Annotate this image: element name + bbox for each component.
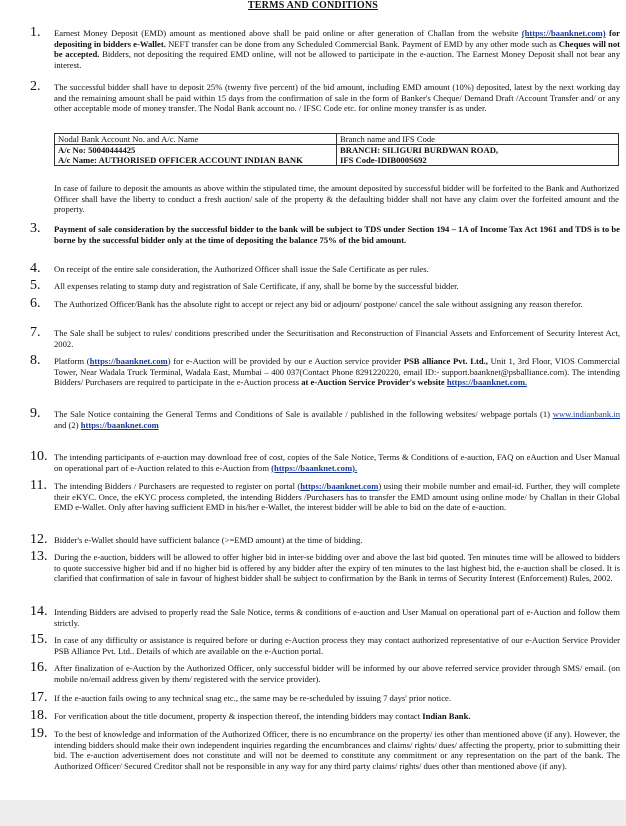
clause-number: 12.: [30, 532, 48, 547]
clause-text-run: After finalization of e-Auction by the Authorized Officer, only successful bidder will be informed by our above referred service provider through SMS/ email. (on mobile no/email address given by them/ registered with the service provider).: [54, 663, 620, 684]
table-header-account: Nodal Bank Account No. and A/c. Name: [55, 134, 337, 145]
url-link[interactable]: https://baanknet.com.: [446, 377, 528, 388]
clause-text: [54, 328, 620, 349]
bold-text: Cheques will not be accepted.: [54, 38, 620, 60]
clause-text-run: Unit 1, 3rd Floor, VIOS Commercial Tower, Near Wadala Truck Terminal, Wadala East, Mumbai – 400 037(Contact Phone 8291220220, email ID:- support.baanknet@psballiance.com). The intending Bidders/ Purchasers are required to participate in the e-Auction process: [54, 356, 620, 388]
clause-text-run: The Sale Notice containing the General Terms and Conditions of Sale is available / published in the following websites/ webpage portals (1): [54, 409, 553, 419]
clause-number: 6.: [30, 296, 41, 311]
clause-text-run: The Sale shall be subject to rules/ conditions prescribed under the Securitisation and Reconstruction of Financial Assets and Enforcement of Security Interest Act, 2002.: [54, 328, 620, 349]
clause-number: 15.: [30, 632, 48, 647]
clause-text: [54, 356, 620, 388]
clause-number: 9.: [30, 406, 41, 421]
bold-text: at e-Auction Service Provider's website: [301, 377, 447, 388]
clause-text: [54, 535, 620, 546]
url-link[interactable]: https://baanknet.com: [300, 481, 379, 491]
clause-text-run: Earnest Money Deposit (EMD) amount as mentioned above shall be paid online or after generation of Challan from the website: [54, 28, 522, 38]
clause-text-run: The Authorized Officer/Bank has the absolute right to accept or reject any bid or adjourn/ postpone/ cancel the sale without assigning any reason therefor.: [54, 299, 583, 309]
url-link[interactable]: (https://baanknet.com): [521, 28, 606, 38]
clause-text-run: Intending Bidders are advised to properly read the Sale Notice, terms & conditions of e-auction and User Manual on operational part of e-Auction and follow them strictly.: [54, 607, 620, 628]
clause-text-run: The intending Bidders / Purchasers are requested to register on portal (: [54, 481, 301, 491]
clause-text-run: ) for e-Auction will be provided by our e Auction service provider: [167, 356, 404, 366]
clause-text-run: NEFT transfer can be done from any Scheduled Commercial Bank. Payment of EMD by any other mode such as: [165, 38, 559, 49]
clause-text-run: and (2): [54, 419, 81, 430]
clause-text: [54, 693, 620, 704]
url-link[interactable]: https://baanknet.com: [80, 419, 159, 430]
clause-text-run: All expenses relating to stamp duty and registration of Sale Certificate, if any, shall be borne by the successful bidder.: [54, 281, 459, 291]
clause-number: 1.: [30, 25, 41, 40]
clause-text: [54, 281, 620, 292]
clause-number: 16.: [30, 660, 48, 675]
ifs-code: IFS Code-IDIB000S692: [340, 155, 427, 165]
clause-number: 17.: [30, 690, 48, 705]
clause-text: [54, 264, 620, 275]
account-number: A/c No: 50040444425: [58, 145, 136, 155]
account-name: A/c Name: AUTHORISED OFFICER ACCOUNT INDIAN BANK: [58, 155, 303, 165]
clause-number: 18.: [30, 708, 48, 723]
clause-number: 14.: [30, 604, 48, 619]
clause-text-run: Bidders, not depositing the required EMD online, will not be allowed to participate in the e-auction. The Earnest Money Deposit shall not bear any interest.: [54, 49, 620, 70]
clause-text: [54, 635, 620, 656]
clause-number: 4.: [30, 261, 41, 276]
clause-text: [54, 729, 620, 771]
clause-text: [54, 28, 620, 70]
clause-text-run: ) using their mobile number and email-id. Further, they will complete their eKYC. Once, the eKYC process completed, the intending Bidders /Purchasers has to transfer the EMD amount using online mode/ by Challan in their Global EMD e-Wallet. Only after having sufficient EMD in his/her e-Wallet, the interest bidder will be able to bid on the date of e-auction.: [54, 481, 620, 513]
clause-text-run: The intending participants of e-auction may download free of cost, copies of the Sale Notice, Terms & Conditions of e-auction, FAQ on eAuction and User Manual on operational part of e-Auction related to this e-Auction from: [54, 452, 620, 473]
clause-text-run: The successful bidder shall have to deposit 25% (twenty five percent) of the bid amount, including EMD amount (10%) deposited, latest by the next working day and the remaining amount shall be paid within 15 days from the confirmation of sale in the form of Banker's Cheque/ Demand Draft /Account Transfer and/ or any other acceptable mode of money transfer. The Nodal Bank account no. / IFSC Code etc. for online money transfer is as under.: [54, 82, 620, 114]
clause-text: [54, 409, 620, 430]
clause-text-run: In case of any difficulty or assistance is required before or during e-Auction process they may contact authorized representative of our e-Auction Service Provider PSB Alliance Pvt. Ltd.. Details of which are available on the e-Auction portal.: [54, 635, 620, 656]
bold-text: for depositing in bidders e-Wallet.: [54, 28, 620, 49]
branch-name: BRANCH: SILIGURI BURDWAN ROAD,: [340, 145, 499, 155]
clause-text: [54, 481, 620, 513]
clause-text-run: Platform (: [54, 356, 90, 366]
clause-text: [54, 552, 620, 584]
nodal-bank-table: [54, 133, 619, 166]
clause-text-run: Bidder's e-Wallet should have sufficient balance (>=EMD amount) at the time of bidding.: [54, 535, 363, 545]
clause-number: 2.: [30, 79, 41, 94]
page-bottom-bar: [0, 800, 626, 826]
clause-text: [54, 663, 620, 684]
clause-number: 11.: [30, 478, 47, 493]
branch-cell: [337, 145, 619, 166]
clause-text-run: For verification about the title document, property & inspection thereof, the intending bidders may contact: [54, 711, 423, 721]
account-cell: [55, 145, 337, 166]
clause-text: [54, 299, 620, 310]
clause-text: [54, 224, 620, 245]
clause-number: 10.: [30, 449, 48, 464]
url-link[interactable]: (https://baanknet.com).: [271, 462, 358, 473]
clause-text-run: On receipt of the entire sale consideration, the Authorized Officer shall issue the Sale Certificate as per rules.: [54, 264, 429, 274]
bold-text: Payment of sale consideration by the successful bidder to the bank will be subject to TDS under Section 194 – 1A of Income Tax Act 1961 and TDS is to be borne by the successful bidder only at the time of depositing the balance 75% of the bid amount.: [54, 224, 620, 245]
clause-number: 13.: [30, 549, 48, 564]
clause-text-run: During the e-auction, bidders will be allowed to offer higher bid in inter-se bidding over and above the last bid quoted. Ten minutes time will be allowed to bidders to quote successive higher bid and if no higher bid is offered by any bidder after the expiry of ten minutes to the last highest bid, the e-auction shall be closed. It is clarified that confirmation of sale in favour of highest bidder shall be subject to confirmation by the Bank in terms of Security Interest (Enforcement) Rules, 2002.: [54, 552, 620, 584]
url-link[interactable]: www.indianbank.in: [552, 409, 620, 419]
clause-text-run: To the best of knowledge and information of the Authorized Officer, there is no encumbrance on the property/ ies other than mentioned above (if any). However, the intending bidders should make their own independent inquiries regarding the encumbrances and claims/ rights/ dues/ affecting the property, prior to submitting their bid. The e-auction advertisement does not constitute and will not be deemed to constitute any commitment or any representation on the part of the bank. The Authorized Officer/ Secured Creditor shall not be responsible in any way for any third party claims/ rights/ dues other than mentioned above (if any).: [54, 729, 620, 771]
bold-text: Indian Bank.: [422, 711, 471, 721]
forfeit-paragraph: In case of failure to deposit the amounts as above within the stipulated time, the amount deposited by successful bidder will be forfeited to the Bank and Authorized Officer shall have the liberty to conduct a fresh auction/ sale of the property & the defaulting bidder shall not have any claim over the forfeited amount and the property.: [54, 183, 619, 215]
bold-text: PSB alliance Pvt. Ltd.,: [403, 356, 488, 366]
clause-number: 8.: [30, 353, 41, 368]
clause-text: [54, 82, 620, 114]
clause-number: 7.: [30, 325, 41, 340]
clause-text: [54, 711, 620, 722]
clause-text: [54, 452, 620, 473]
clause-number: 5.: [30, 278, 41, 293]
clause-text: [54, 607, 620, 628]
clause-text-run: If the e-auction fails owing to any technical snag etc., the same may be re-scheduled by issuing 7 days' prior notice.: [54, 693, 451, 703]
table-header-branch: Branch name and IFS Code: [337, 134, 619, 145]
document-title: TERMS AND CONDITIONS: [247, 0, 379, 11]
clause-number: 3.: [30, 221, 41, 236]
url-link[interactable]: https://baanknet.com: [89, 356, 168, 366]
clause-number: 19.: [30, 726, 48, 741]
